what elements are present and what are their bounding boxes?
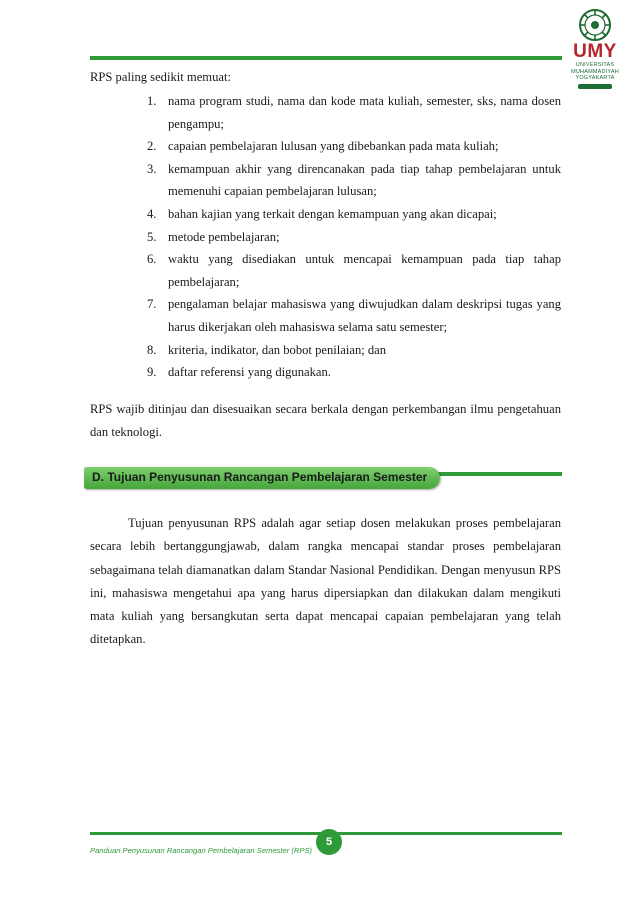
list-item — [147, 361, 561, 384]
purpose-paragraph: Tujuan penyusunan RPS adalah agar setiap dosen melakukan proses pembelajaran secara lebih bertanggungjawab, dalam rangka mencapai standar proses pembelajaran sebagaimana telah diamanatkan dalam Standar Nasional Pendidikan. Dengan menyusun RPS ini, mahasiswa mengetahui apa yang harus dipersiapkan dan dilakukan dalam mengikuti mata kuliah yang bersangkutan serta dapat mencapai capaian pembelajaran yang telah ditetapkan. — [90, 516, 561, 647]
list-text: waktu yang disediakan untuk mencapai kemampuan pada tiap tahap pembelajaran; — [168, 252, 561, 289]
list-item — [147, 203, 561, 226]
university-logo — [564, 8, 626, 100]
list-item — [147, 135, 561, 158]
list-text: nama program studi, nama dan kode mata kuliah, semester, sks, nama dosen pengampu; — [168, 94, 561, 131]
list-text: metode pembelajaran; — [168, 229, 280, 244]
header-rule — [90, 56, 562, 60]
list-item — [147, 248, 561, 293]
list-text: kemampuan akhir yang direncanakan pada tiap tahap pembelajaran untuk memenuhi capaian pembelajaran lulusan; — [168, 161, 561, 199]
list-text: capaian pembelajaran lulusan yang dibebankan pada mata kuliah; — [168, 139, 499, 154]
list-number: 6. — [147, 252, 157, 267]
logo-line-2: MUHAMMADIYAH — [571, 68, 619, 75]
list-text: bahan kajian yang terkait dengan kemampuan yang akan dicapai; — [168, 206, 497, 221]
review-paragraph: RPS wajib ditinjau dan disesuaikan secara berkala dengan perkembangan ilmu pengetahuan dan teknologi. — [90, 402, 561, 439]
list-text: daftar referensi yang digunakan. — [168, 365, 331, 380]
list-number: 9. — [147, 365, 157, 380]
list-number: 7. — [147, 297, 157, 312]
rps-content-list — [147, 90, 561, 384]
logo-ribbon — [578, 84, 612, 89]
logo-line-3: YOGYAKARTA — [575, 75, 615, 81]
list-number: 1. — [147, 94, 157, 108]
list-item — [147, 90, 561, 135]
list-intro: RPS paling sedikit memuat: — [90, 70, 231, 84]
list-item — [147, 158, 561, 203]
emblem-icon — [578, 8, 612, 42]
list-text: pengalaman belajar mahasiswa yang diwujudkan dalam deskripsi tugas yang harus dikerjakan oleh mahasiswa selama satu semester; — [168, 297, 561, 334]
list-number: 2. — [147, 139, 157, 154]
logo-line-1: UNIVERSITAS — [575, 62, 615, 68]
list-number: 4. — [147, 206, 157, 221]
footer-text: Panduan Penyusunan Rancangan Pembelajaran Semester (RPS) — [90, 846, 313, 855]
list-number: 8. — [147, 342, 157, 357]
section-heading: D. Tujuan Penyusunan Rancangan Pembelajaran Semester — [92, 470, 428, 484]
list-item — [147, 339, 561, 362]
list-item — [147, 226, 561, 249]
page-number: 5 — [316, 829, 342, 855]
list-number: 3. — [147, 161, 157, 176]
logo-wordmark: UMY — [573, 41, 617, 62]
list-item — [147, 293, 561, 338]
list-number: 5. — [147, 229, 157, 244]
list-text: kriteria, indikator, dan bobot penilaian; dan — [168, 342, 387, 357]
